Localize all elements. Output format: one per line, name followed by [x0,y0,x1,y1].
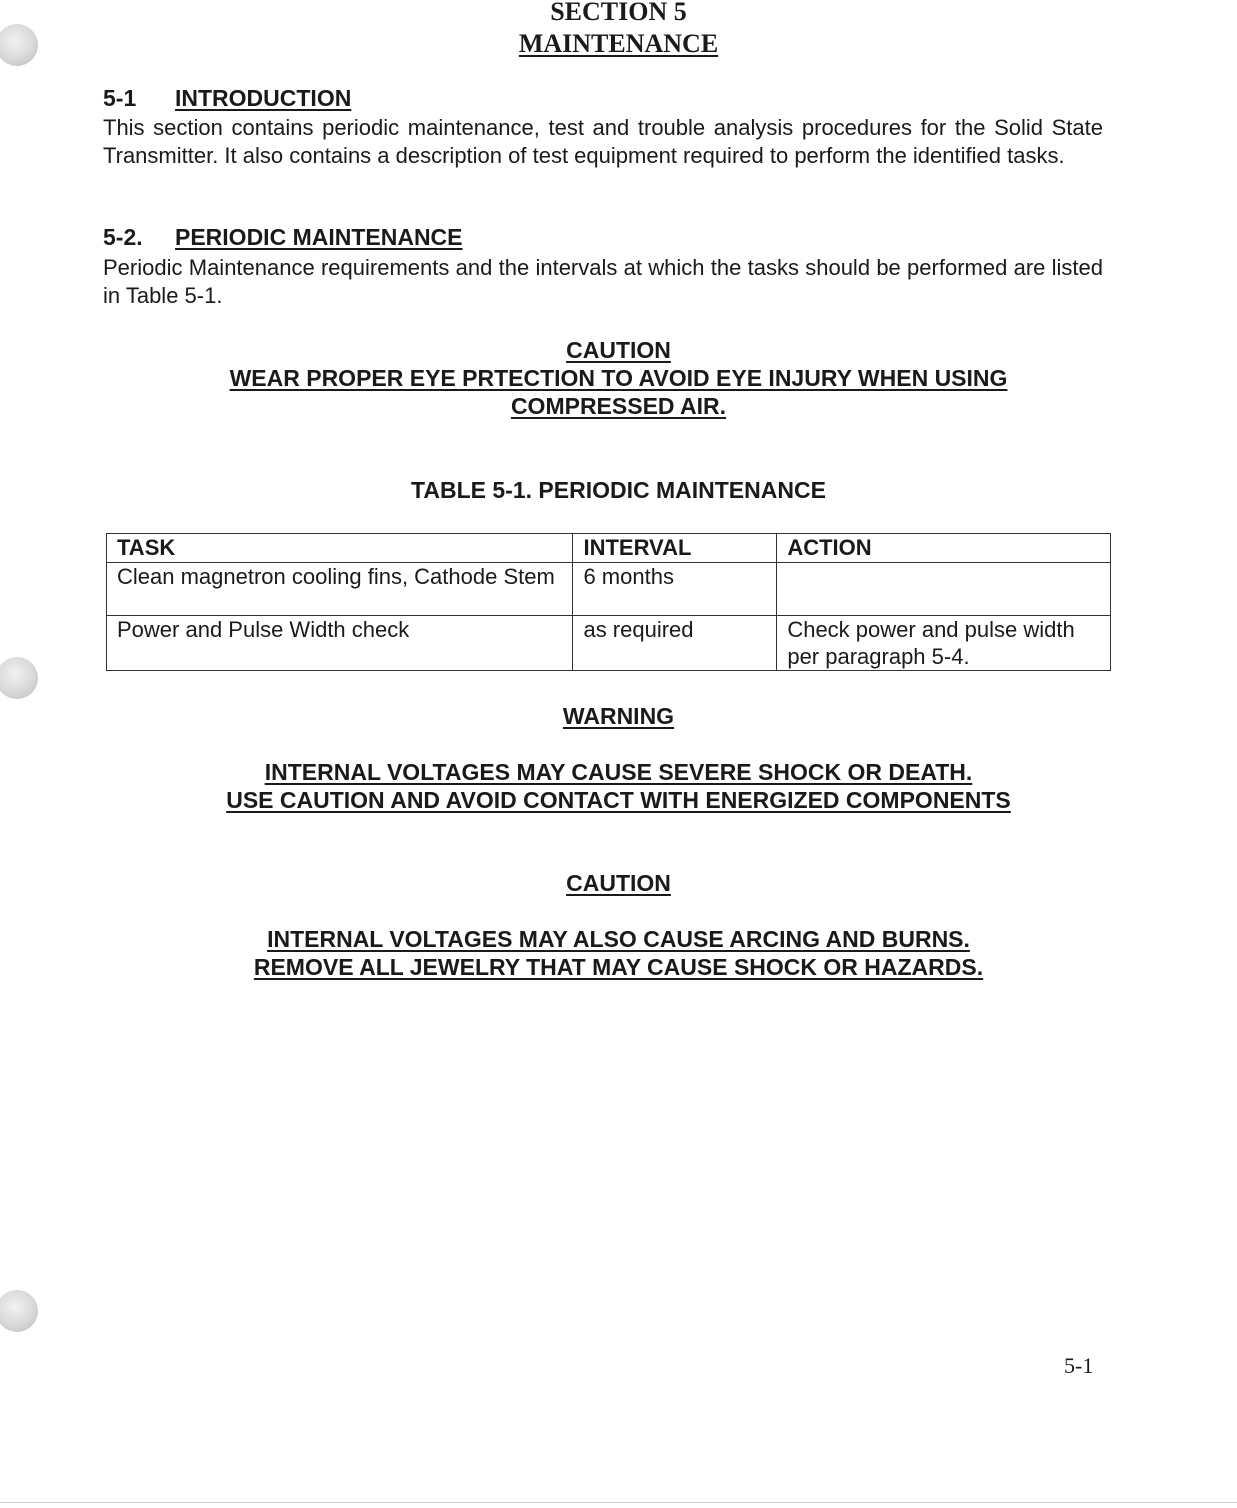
periodic-number: 5-2. [103,224,143,250]
section-subtitle: MAINTENANCE [518,29,719,58]
task-cell: Power and Pulse Width check [107,616,573,671]
caution-2-line-1: INTERNAL VOLTAGES MAY ALSO CAUSE ARCING AND BURNS. [267,926,970,952]
caution-notice-1 [0,336,1237,420]
interval-cell: as required [573,616,777,671]
intro-number: 5-1 [103,85,137,111]
action-cell [777,563,1111,616]
punch-hole-bottom [0,1290,38,1332]
warning-label: WARNING [562,703,675,729]
periodic-heading [103,223,463,251]
caution-1-line-1: WEAR PROPER EYE PRTECTION TO AVOID EYE INJURY WHEN USING [229,365,1008,391]
periodic-maintenance-table [106,533,1111,671]
task-cell: Clean magnetron cooling fins, Cathode Stem [107,563,573,616]
page-number: 5-1 [1064,1353,1094,1378]
caution-1-line-2: COMPRESSED AIR. [510,393,727,419]
periodic-title: PERIODIC MAINTENANCE [175,224,463,250]
warning-line-2: USE CAUTION AND AVOID CONTACT WITH ENERGIZED COMPONENTS [226,787,1011,813]
intro-body: This section contains periodic maintenance, test and trouble analysis procedures for the Solid State Transmitter. It also contains a description of test equipment required to perform the identified tasks. [103,115,1103,168]
intro-heading [103,84,351,112]
warning-line-1: INTERNAL VOLTAGES MAY CAUSE SEVERE SHOCK OR DEATH. [264,759,973,785]
caution-notice-2 [0,869,1237,981]
table-caption: TABLE 5-1. PERIODIC MAINTENANCE [411,477,826,503]
caution-1-label: CAUTION [566,337,671,363]
interval-cell: 6 months [573,563,777,616]
action-cell: Check power and pulse width per paragraph 5-4. [777,616,1111,671]
periodic-body: Periodic Maintenance requirements and the intervals at which the tasks should be performed are listed in Table 5-1. [103,255,1103,308]
punch-hole-middle [0,657,38,699]
table-row [107,563,1111,616]
caution-2-line-2: REMOVE ALL JEWELRY THAT MAY CAUSE SHOCK OR HAZARDS. [253,954,984,980]
header-task: TASK [107,534,573,563]
table-header-row [107,534,1111,563]
caution-2-label: CAUTION [566,870,671,896]
intro-title: INTRODUCTION [175,85,352,111]
header-action: ACTION [777,534,1111,563]
table-row [107,616,1111,671]
scan-edge-rule [0,1502,1237,1503]
warning-notice [0,702,1237,814]
section-title: SECTION 5 [550,0,687,26]
header-interval: INTERVAL [573,534,777,563]
